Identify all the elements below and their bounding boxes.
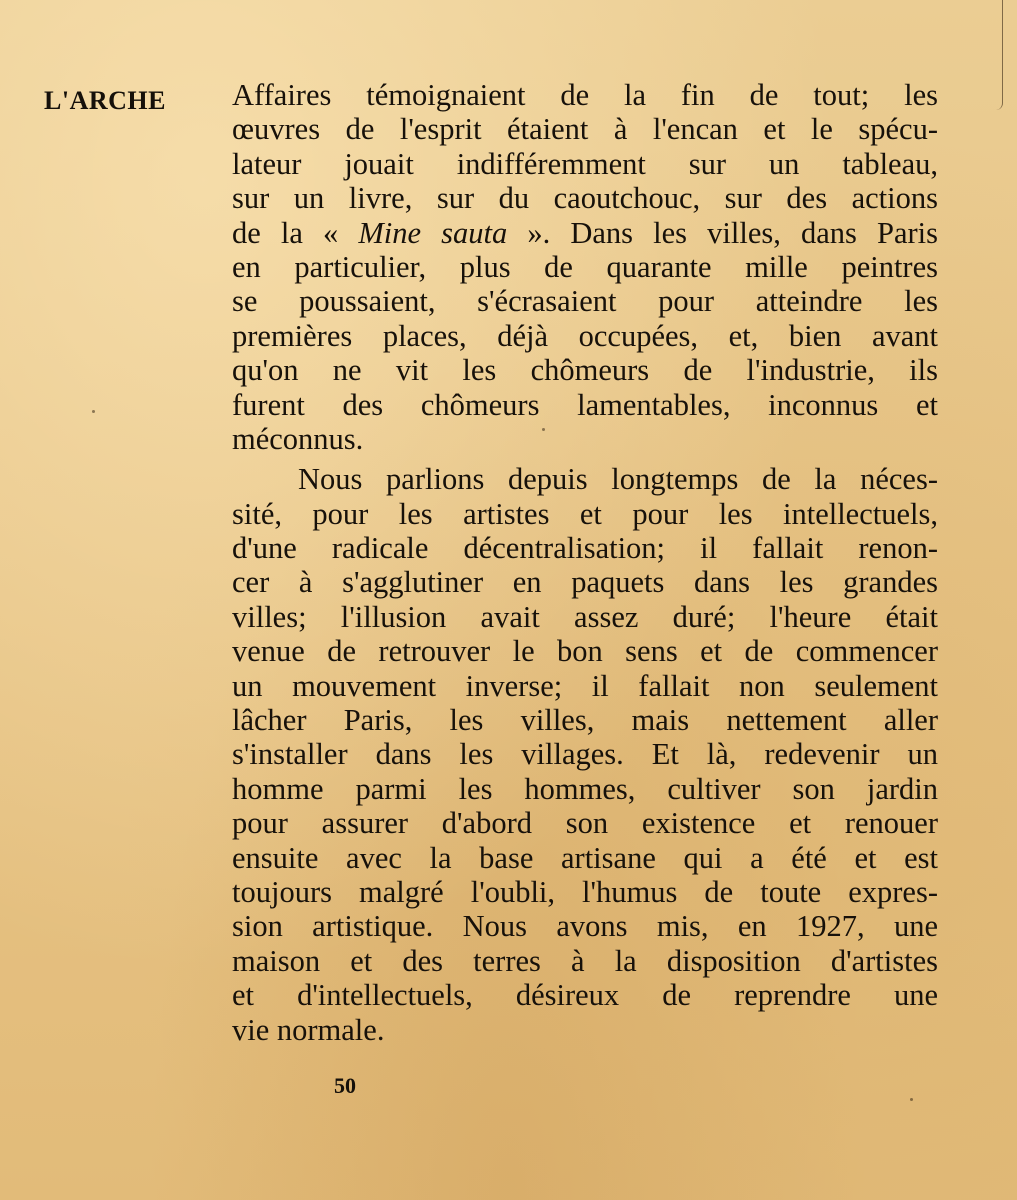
- text-line: un mouvement inverse; il fallait non seulement: [232, 668, 938, 703]
- paragraph-2: [232, 462, 938, 1047]
- paper-speck: [910, 1098, 913, 1101]
- text-line: homme parmi les hommes, cultiver son jardin: [232, 771, 938, 806]
- body-text: [232, 78, 938, 1047]
- text-line: maison et des terres à la disposition d'artistes: [232, 943, 938, 978]
- text-line: qu'on ne vit les chômeurs de l'industrie, ils: [232, 353, 938, 388]
- text-line: sité, pour les artistes et pour les intellectuels,: [232, 496, 938, 531]
- text-line: venue de retrouver le bon sens et de commencer: [232, 634, 938, 669]
- page-number: 50: [334, 1073, 356, 1098]
- running-head: L'ARCHE: [44, 86, 166, 115]
- text-line: d'une radicale décentralisation; il fallait renon-: [232, 531, 938, 566]
- paragraph-1: [232, 78, 938, 456]
- text-line: méconnus.: [232, 421, 364, 456]
- text-line: furent des chômeurs lamentables, inconnus et: [232, 387, 938, 422]
- text-line: ensuite avec la base artisane qui a été et est: [232, 840, 938, 875]
- text-line: premières places, déjà occupées, et, bien avant: [232, 318, 938, 353]
- text-line: villes; l'illusion avait assez duré; l'heure était: [232, 599, 938, 634]
- text-line: se poussaient, s'écrasaient pour atteindre les: [232, 284, 938, 319]
- paper-speck: [542, 428, 545, 431]
- text-line: lateur jouait indifféremment sur un tableau,: [232, 146, 938, 181]
- text-line: pour assurer d'abord son existence et renouer: [232, 806, 938, 841]
- text-line: sur un livre, sur du caoutchouc, sur des actions: [232, 181, 938, 216]
- text-line: Nous parlions depuis longtemps de la néces-: [298, 462, 938, 497]
- text-line: vie normale.: [232, 1012, 385, 1047]
- text-line: et d'intellectuels, désireux de reprendre une: [232, 978, 938, 1013]
- page-edge-mark: [996, 0, 1003, 110]
- text-line: Affaires témoignaient de la fin de tout; les: [232, 78, 938, 112]
- text-line: sion artistique. Nous avons mis, en 1927, une: [232, 909, 938, 944]
- text-line: œuvres de l'esprit étaient à l'encan et le spécu-: [232, 112, 938, 147]
- text-line: en particulier, plus de quarante mille peintres: [232, 249, 938, 284]
- text-line: de la « Mine sauta ». Dans les villes, dans Paris: [232, 215, 938, 250]
- text-line: cer à s'agglutiner en paquets dans les grandes: [232, 565, 938, 600]
- text-line: toujours malgré l'oubli, l'humus de toute expres-: [232, 874, 938, 909]
- text-line: lâcher Paris, les villes, mais nettement aller: [232, 703, 938, 738]
- italic-title: Mine sauta: [358, 215, 508, 250]
- text-line: s'installer dans les villages. Et là, redevenir un: [232, 737, 938, 772]
- paper-speck: [92, 410, 95, 413]
